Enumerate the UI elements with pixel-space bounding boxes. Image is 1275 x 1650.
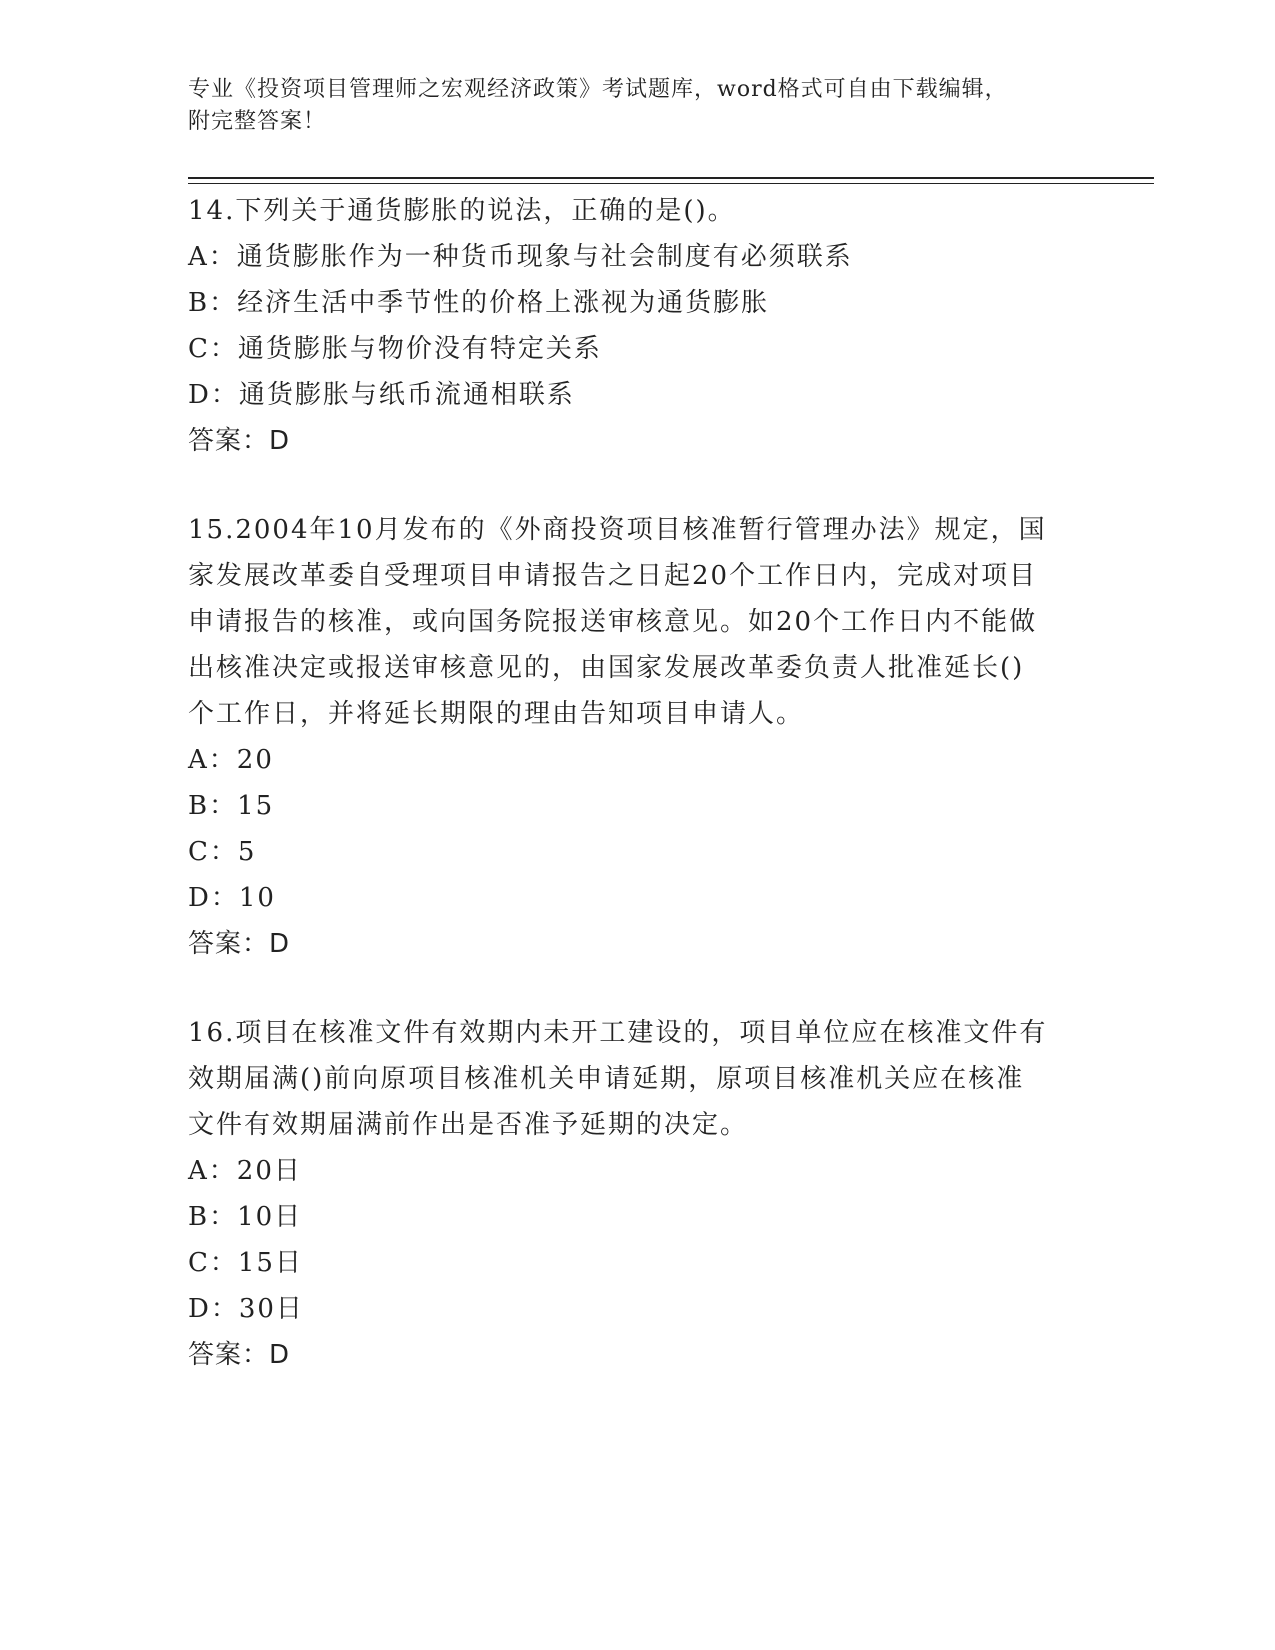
option-c: C：15日 [188, 1248, 303, 1278]
option-c: C：5 [188, 837, 257, 867]
question-15 [188, 507, 1088, 967]
header-line-1: 专业《投资项目管理师之宏观经济政策》考试题库，word格式可自由下载编辑， [188, 77, 1008, 102]
option-b: B：15 [188, 791, 275, 821]
option-a: A：20 [188, 745, 274, 775]
question-stem-line: 文件有效期届满前作出是否准予延期的决定。 [188, 1110, 749, 1140]
question-stem-line: 个工作日，并将延长期限的理由告知项目申请人。 [188, 699, 805, 729]
header-divider-thick [188, 177, 1154, 179]
option-d: D：10 [188, 883, 276, 913]
question-stem-line: 14.下列关于通货膨胀的说法，正确的是()。 [188, 196, 736, 226]
option-b: B：10日 [188, 1202, 303, 1232]
question-16 [188, 1010, 1088, 1378]
question-stem-line: 出核准决定或报送审核意见的，由国家发展改革委负责人批准延长() [188, 653, 1025, 683]
question-stem-line: 家发展改革委自受理项目申请报告之日起20个工作日内，完成对项目 [188, 561, 1038, 591]
option-a: A：通货膨胀作为一种货币现象与社会制度有必须联系 [188, 242, 853, 272]
option-c: C：通货膨胀与物价没有特定关系 [188, 334, 602, 364]
answer: 答案：D [188, 426, 291, 456]
question-14 [188, 188, 1088, 464]
header-divider-thin [188, 183, 1154, 184]
answer: 答案：D [188, 929, 291, 959]
question-stem-line: 16.项目在核准文件有效期内未开工建设的，项目单位应在核准文件有 [188, 1018, 1048, 1048]
answer: 答案：D [188, 1340, 291, 1370]
option-d: D：30日 [188, 1294, 304, 1324]
question-stem-line: 15.2004年10月发布的《外商投资项目核准暂行管理办法》规定，国 [188, 515, 1047, 545]
header-line-2: 附完整答案！ [188, 109, 327, 134]
option-d: D：通货膨胀与纸币流通相联系 [188, 380, 575, 410]
option-b: B：经济生活中季节性的价格上涨视为通货膨胀 [188, 288, 770, 318]
document-header [188, 74, 1088, 138]
option-a: A：20日 [188, 1156, 302, 1186]
question-stem-line: 申请报告的核准，或向国务院报送审核意见。如20个工作日内不能做 [188, 607, 1038, 637]
question-stem-line: 效期届满()前向原项目核准机关申请延期，原项目核准机关应在核准 [188, 1064, 1025, 1094]
